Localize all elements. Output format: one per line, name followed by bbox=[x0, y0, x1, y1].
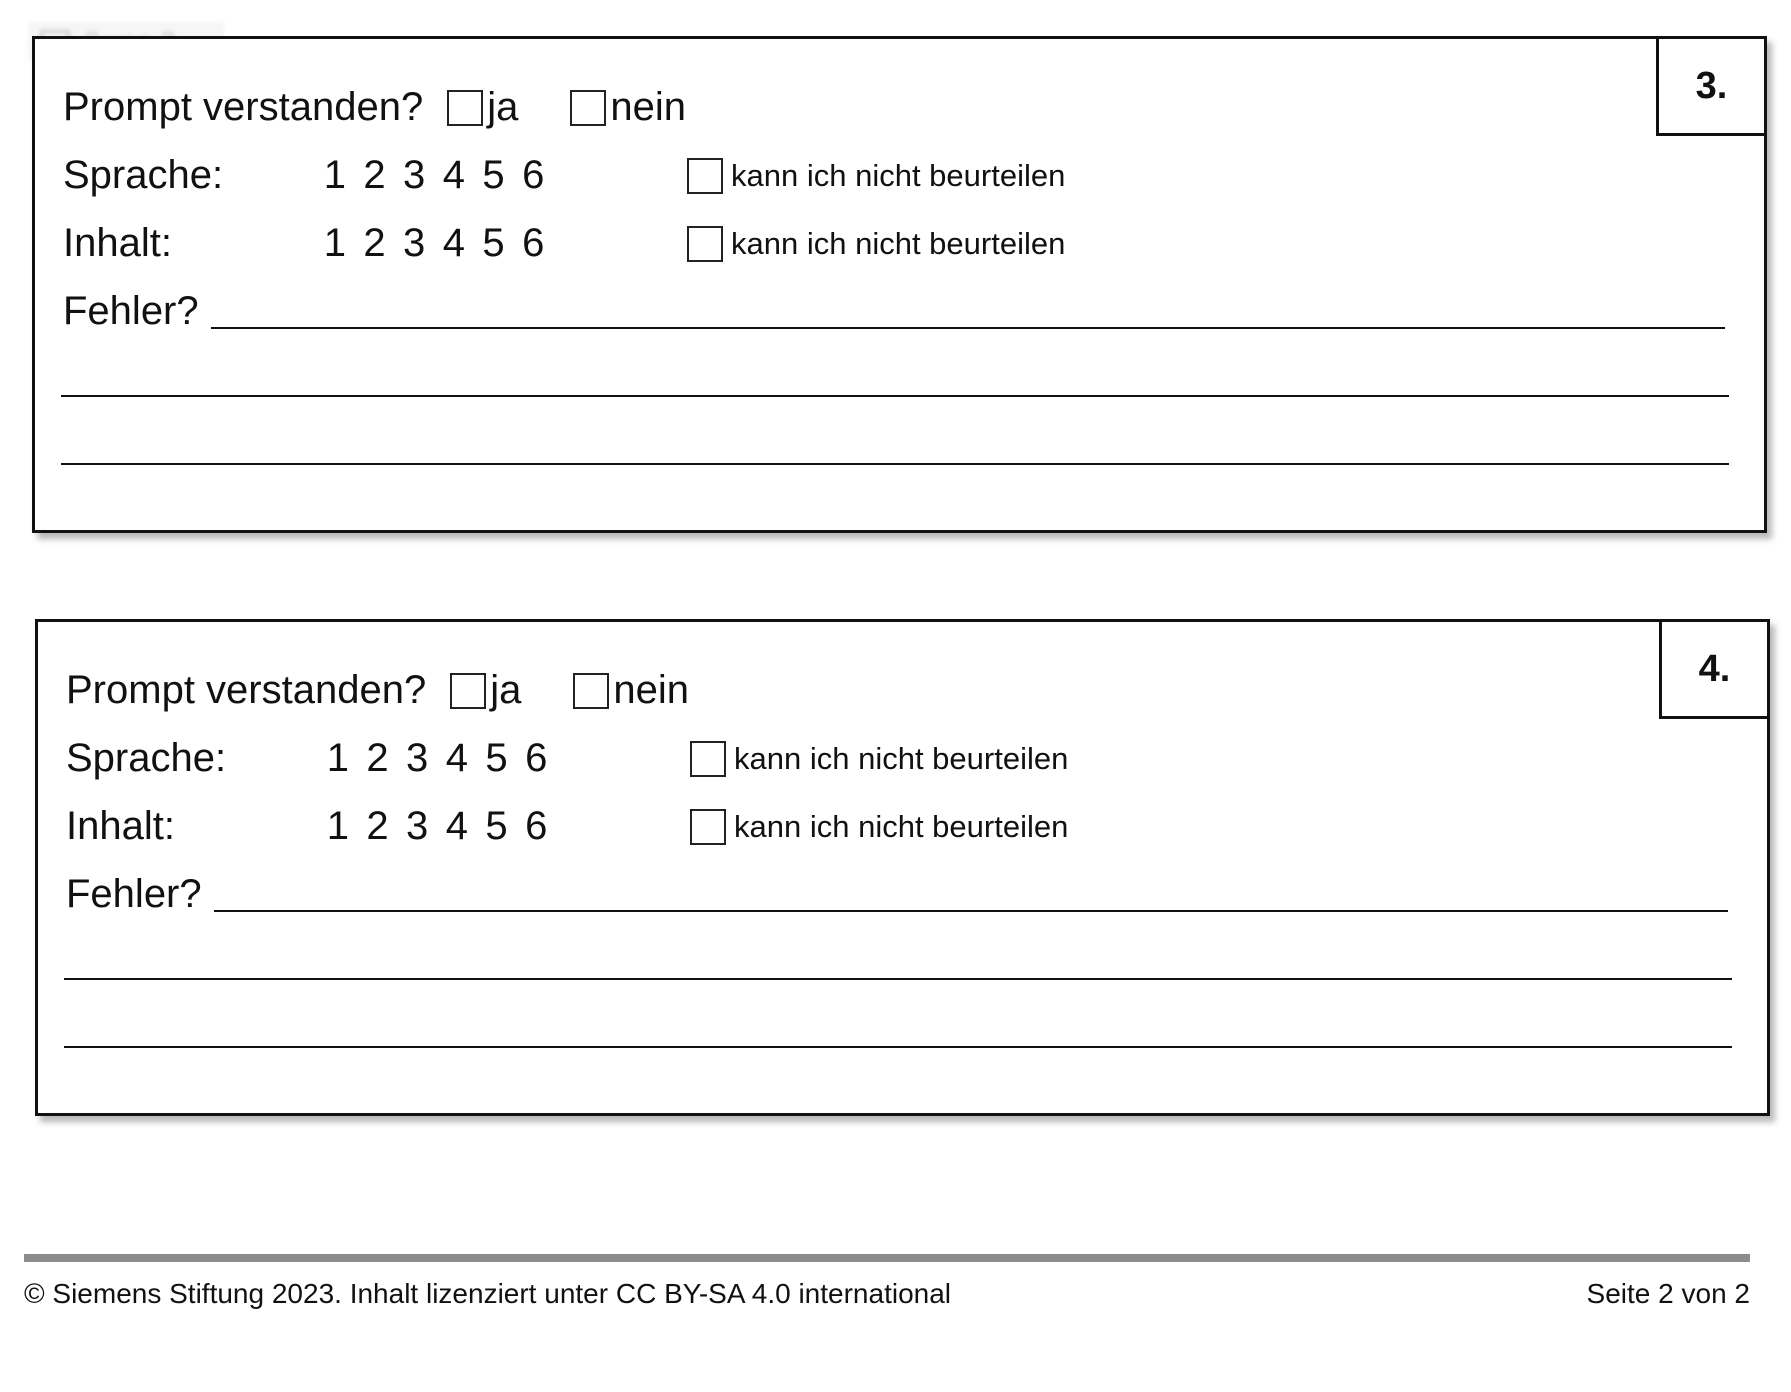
prompt-understood-label: Prompt verstanden? bbox=[63, 85, 424, 129]
grade-6[interactable]: 6 bbox=[522, 221, 545, 265]
grade-1[interactable]: 1 bbox=[323, 221, 346, 265]
grade-5[interactable]: 5 bbox=[485, 804, 508, 848]
content-scale bbox=[318, 804, 556, 849]
content-cannot-judge-option[interactable] bbox=[687, 226, 1065, 262]
grade-6[interactable]: 6 bbox=[525, 804, 548, 848]
grade-2[interactable]: 2 bbox=[363, 221, 386, 265]
language-label: Sprache: bbox=[63, 153, 224, 197]
checkbox-cannot-judge[interactable] bbox=[690, 809, 726, 845]
checkbox-no[interactable] bbox=[570, 90, 606, 126]
content-rating-row bbox=[63, 221, 1065, 266]
content-cannot-judge-option[interactable] bbox=[690, 809, 1068, 845]
checkbox-cannot-judge[interactable] bbox=[687, 226, 723, 262]
errors-write-line[interactable] bbox=[64, 1046, 1732, 1048]
cannot-judge-label: kann ich nicht beurteilen bbox=[731, 225, 1066, 261]
errors-write-line[interactable] bbox=[61, 395, 1729, 397]
grade-4[interactable]: 4 bbox=[445, 736, 468, 780]
evaluation-card bbox=[32, 36, 1767, 533]
grade-5[interactable]: 5 bbox=[482, 153, 505, 197]
grade-2[interactable]: 2 bbox=[363, 153, 386, 197]
cannot-judge-label: kann ich nicht beurteilen bbox=[734, 740, 1069, 776]
grade-5[interactable]: 5 bbox=[482, 221, 505, 265]
language-rating-row bbox=[66, 736, 1068, 781]
evaluation-card bbox=[35, 619, 1770, 1116]
grade-3[interactable]: 3 bbox=[403, 153, 426, 197]
errors-row bbox=[66, 872, 1728, 917]
errors-label: Fehler? bbox=[63, 289, 199, 333]
prompt-understood-row bbox=[66, 668, 689, 713]
checkbox-cannot-judge[interactable] bbox=[690, 741, 726, 777]
card-number: 3. bbox=[1656, 36, 1767, 136]
footer-page-number: Seite 2 von 2 bbox=[1586, 1278, 1750, 1309]
option-yes-label: ja bbox=[487, 85, 519, 129]
grade-1[interactable]: 1 bbox=[323, 153, 346, 197]
errors-write-line[interactable] bbox=[214, 910, 1728, 912]
content-scale bbox=[315, 221, 553, 266]
language-scale bbox=[318, 736, 556, 781]
language-label: Sprache: bbox=[66, 736, 227, 780]
card-number: 4. bbox=[1659, 619, 1770, 719]
grade-4[interactable]: 4 bbox=[442, 221, 465, 265]
content-rating-row bbox=[66, 804, 1068, 849]
prompt-understood-label: Prompt verstanden? bbox=[66, 668, 427, 712]
errors-write-line[interactable] bbox=[211, 327, 1725, 329]
grade-4[interactable]: 4 bbox=[442, 153, 465, 197]
grade-5[interactable]: 5 bbox=[485, 736, 508, 780]
content-label: Inhalt: bbox=[63, 221, 172, 265]
language-cannot-judge-option[interactable] bbox=[687, 158, 1065, 194]
checkbox-no[interactable] bbox=[573, 673, 609, 709]
language-rating-row bbox=[63, 153, 1065, 198]
language-scale bbox=[315, 153, 553, 198]
grade-6[interactable]: 6 bbox=[522, 153, 545, 197]
option-yes-label: ja bbox=[490, 668, 522, 712]
checkbox-cannot-judge[interactable] bbox=[687, 158, 723, 194]
option-no-label: nein bbox=[613, 668, 689, 712]
prompt-understood-row bbox=[63, 85, 686, 130]
grade-2[interactable]: 2 bbox=[366, 736, 389, 780]
footer-divider bbox=[24, 1254, 1750, 1262]
grade-3[interactable]: 3 bbox=[406, 736, 429, 780]
errors-write-line[interactable] bbox=[64, 978, 1732, 980]
option-yes[interactable] bbox=[450, 668, 521, 713]
errors-row bbox=[63, 289, 1725, 334]
errors-write-line[interactable] bbox=[61, 463, 1729, 465]
grade-2[interactable]: 2 bbox=[366, 804, 389, 848]
grade-3[interactable]: 3 bbox=[406, 804, 429, 848]
checkbox-yes[interactable] bbox=[450, 673, 486, 709]
option-no[interactable] bbox=[570, 85, 686, 130]
grade-1[interactable]: 1 bbox=[326, 804, 349, 848]
grade-6[interactable]: 6 bbox=[525, 736, 548, 780]
language-cannot-judge-option[interactable] bbox=[690, 741, 1068, 777]
grade-1[interactable]: 1 bbox=[326, 736, 349, 780]
cannot-judge-label: kann ich nicht beurteilen bbox=[734, 808, 1069, 844]
grade-3[interactable]: 3 bbox=[403, 221, 426, 265]
option-yes[interactable] bbox=[447, 85, 518, 130]
option-no[interactable] bbox=[573, 668, 689, 713]
errors-label: Fehler? bbox=[66, 872, 202, 916]
cannot-judge-label: kann ich nicht beurteilen bbox=[731, 157, 1066, 193]
content-label: Inhalt: bbox=[66, 804, 175, 848]
checkbox-yes[interactable] bbox=[447, 90, 483, 126]
option-no-label: nein bbox=[610, 85, 686, 129]
footer-copyright: © Siemens Stiftung 2023. Inhalt lizenziert unter CC BY-SA 4.0 international bbox=[24, 1278, 952, 1309]
grade-4[interactable]: 4 bbox=[445, 804, 468, 848]
